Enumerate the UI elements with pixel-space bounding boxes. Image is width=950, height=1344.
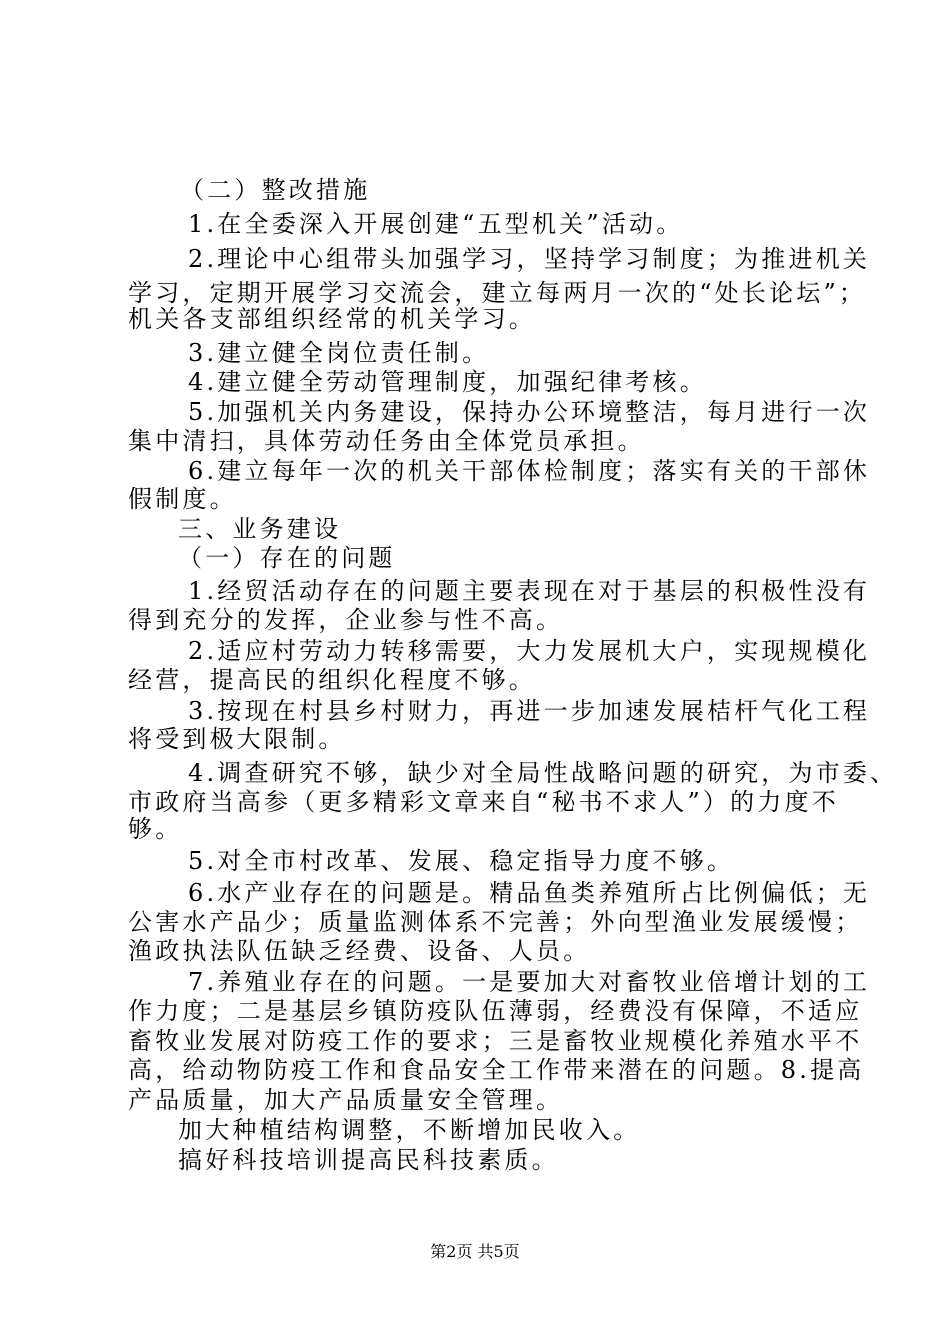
- text-line: 5.加强机关内务建设，保持办公环境整洁，每月进行一次: [188, 398, 871, 426]
- text-line: 1.经贸活动存在的问题主要表现在对于基层的积极性没有: [188, 577, 871, 605]
- text-line: 机关各支部组织经常的机关学习。: [128, 305, 536, 333]
- text-line: 高，给动物防疫工作和食品安全工作带来潜在的问题。8.提高: [128, 1056, 865, 1084]
- text-line: 集中清扫，具体劳动任务由全体党员承担。: [128, 427, 645, 455]
- text-line: 将受到极大限制。: [128, 725, 346, 753]
- text-line: 4.调查研究不够，缺少对全局性战略问题的研究，为市委、: [188, 759, 898, 787]
- text-line: 够。: [128, 815, 183, 843]
- text-line: （一）存在的问题: [178, 544, 396, 572]
- text-line: 三、业务建设: [178, 515, 342, 543]
- text-line: 6.建立每年一次的机关干部体检制度；落实有关的干部休: [188, 457, 871, 485]
- page-footer: 第2页 共5页: [430, 1242, 520, 1261]
- text-line: 1.在全委深入开展创建“五型机关”活动。: [188, 210, 684, 238]
- text-line: 2.理论中心组带头加强学习，坚持学习制度；为推进机关: [188, 245, 871, 273]
- text-line: 加大种植结构调整，不断增加民收入。: [178, 1116, 641, 1144]
- text-line: 搞好科技培训提高民科技素质。: [178, 1146, 559, 1174]
- text-line: 2.适应村劳动力转移需要，大力发展机大户，实现规模化: [188, 637, 871, 665]
- text-line: 3.按现在村县乡村财力，再进一步加速发展桔杆气化工程: [188, 697, 871, 725]
- text-line: 6.水产业存在的问题是。精品鱼类养殖所占比例偏低；无: [188, 879, 871, 907]
- text-line: （二）整改措施: [180, 176, 371, 204]
- text-line: 假制度。: [128, 485, 237, 513]
- text-line: 5.对全市村改革、发展、稳定指导力度不够。: [188, 847, 735, 875]
- text-line: 得到充分的发挥，企业参与性不高。: [128, 606, 564, 634]
- text-line: 产品质量，加大产品质量安全管理。: [128, 1086, 564, 1114]
- text-line: 学习，定期开展学习交流会，建立每两月一次的“处长论坛”；: [128, 279, 867, 307]
- text-line: 渔政执法队伍缺乏经费、设备、人员。: [128, 937, 591, 965]
- text-line: 4.建立健全劳动管理制度，加强纪律考核。: [188, 368, 707, 396]
- text-line: 作力度；二是基层乡镇防疫队伍薄弱，经费没有保障，不适应: [128, 997, 863, 1025]
- text-line: 市政府当高参（更多精彩文章来自“秘书不求人”）的力度不: [128, 788, 839, 816]
- text-line: 3.建立健全岗位责任制。: [188, 339, 490, 367]
- text-line: 公害水产品少；质量监测体系不完善；外向型渔业发展缓慢；: [128, 908, 863, 936]
- text-line: 经营，提高民的组织化程度不够。: [128, 666, 536, 694]
- text-line: 7.养殖业存在的问题。一是要加大对畜牧业倍增计划的工: [188, 968, 871, 996]
- text-line: 畜牧业发展对防疫工作的要求；三是畜牧业规模化养殖水平不: [128, 1027, 863, 1055]
